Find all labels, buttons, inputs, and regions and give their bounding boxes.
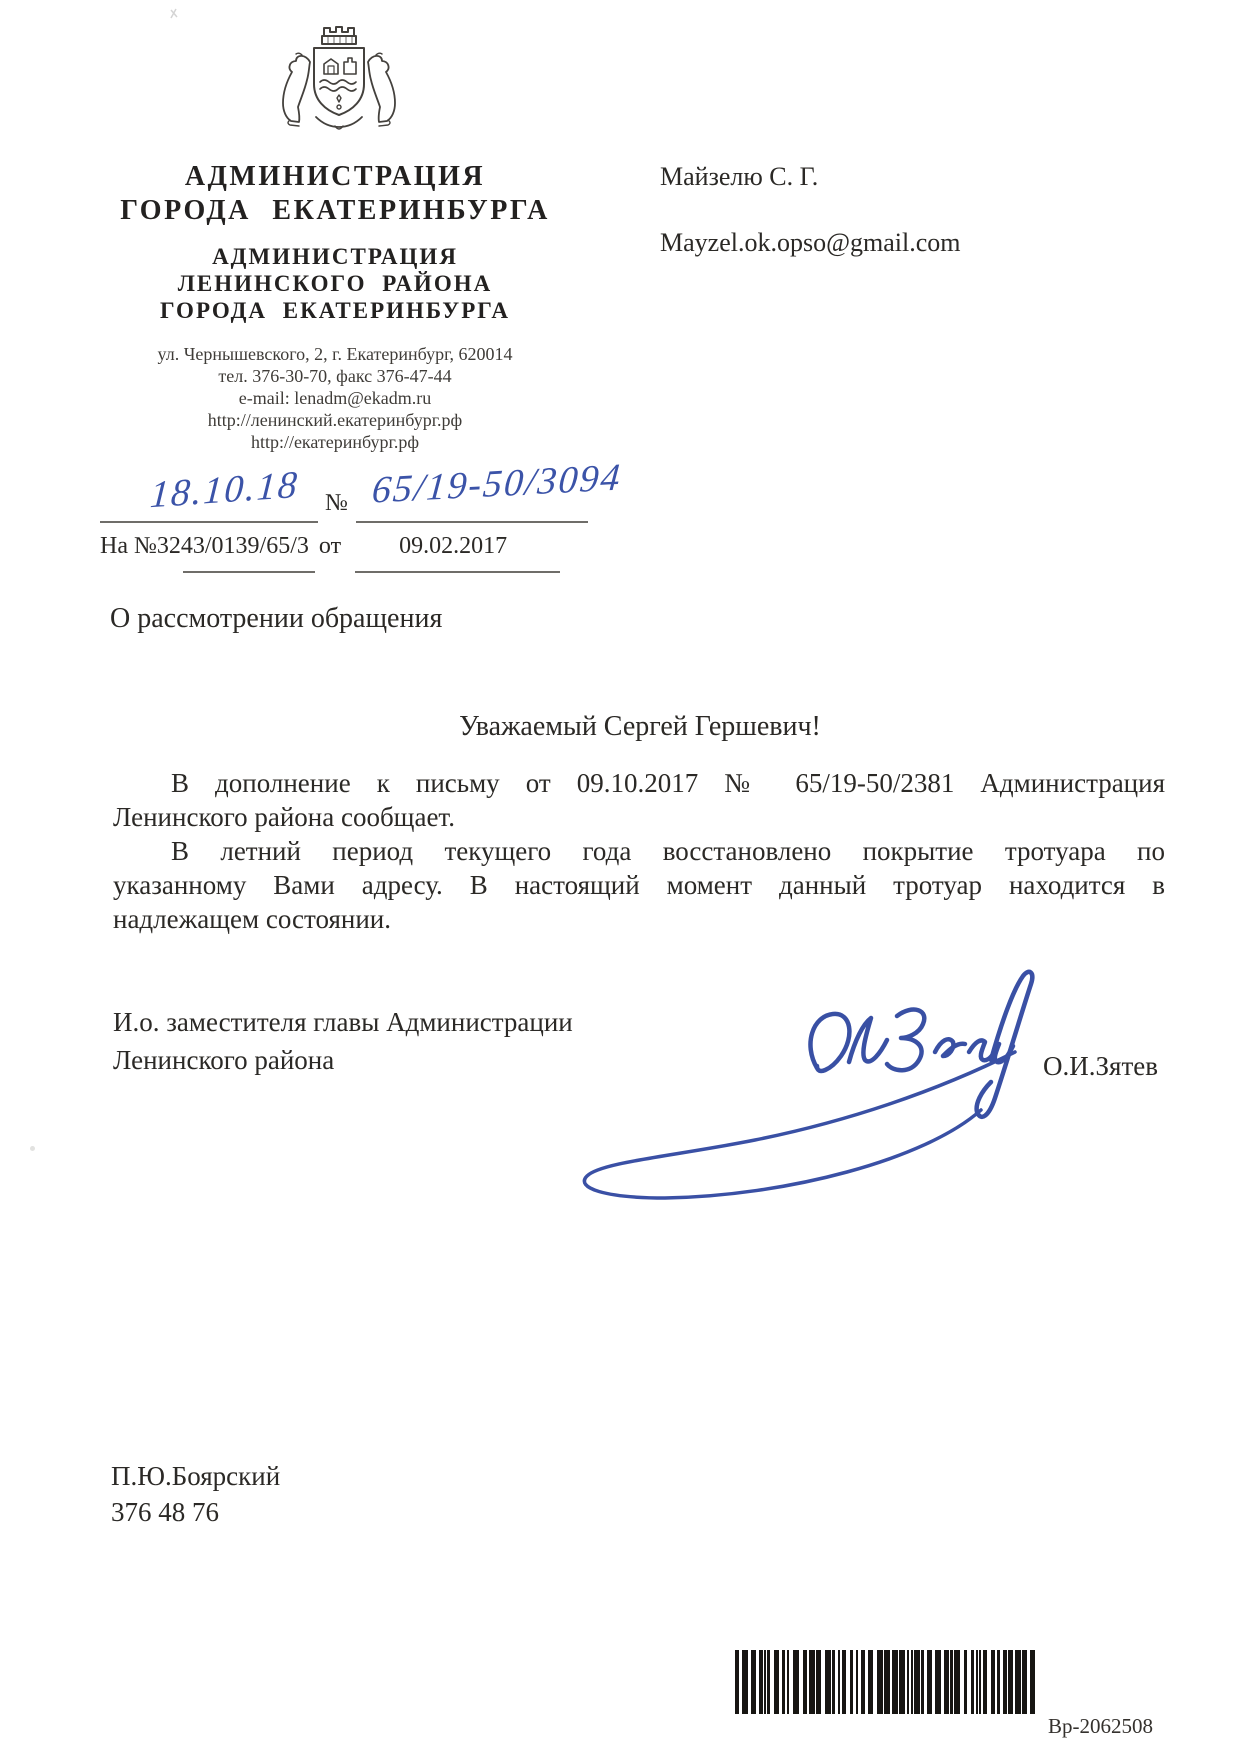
barcode-bar (983, 1650, 987, 1714)
subject-line: О рассмотрении обращения (110, 603, 443, 634)
incoming-date: 09.02.2017 (399, 533, 508, 559)
barcode-bar (991, 1650, 995, 1714)
outgoing-number-handwritten: 65/19-50/3094 (370, 456, 624, 512)
barcode-bar (832, 1650, 835, 1714)
barcode-bar (735, 1650, 739, 1714)
letterhead-address: ул. Чернышевского, 2, г. Екатеринбург, 620014 (157, 344, 513, 364)
executor-phone: 376 48 76 (111, 1497, 219, 1527)
letterhead-org-block (85, 160, 585, 324)
barcode-bar (787, 1650, 789, 1714)
barcode-bar (892, 1650, 898, 1714)
barcode-bar (950, 1650, 953, 1714)
barcode-bar (803, 1650, 807, 1714)
barcode-bar (964, 1650, 967, 1714)
scan-artifact (30, 1146, 35, 1151)
letterhead-phone-fax: тел. 376-30-70, факс 376-47-44 (218, 366, 452, 386)
city-coat-of-arms-icon (280, 24, 398, 148)
body-paragraphs (113, 766, 1165, 936)
barcode-bar (774, 1650, 779, 1714)
barcode-bar (884, 1650, 890, 1714)
barcode-bar (907, 1650, 909, 1714)
signer-title-line2: Ленинского района (113, 1045, 335, 1075)
barcode-bar (1022, 1650, 1027, 1714)
barcode-bar (856, 1650, 858, 1714)
date-underline (100, 521, 318, 523)
barcode-bar (979, 1650, 981, 1714)
org-district-line3: ГОРОДА ЕКАТЕРИНБУРГА (160, 298, 510, 323)
incoming-date-underline (355, 571, 560, 573)
org-city-line1: АДМИНИСТРАЦИЯ (184, 161, 486, 192)
barcode-bar (838, 1650, 840, 1714)
body-line: Ленинского района сообщает. (113, 802, 455, 832)
letterhead-contacts (85, 343, 585, 453)
signer-name: О.И.Зятев (1043, 1051, 1158, 1081)
barcode-bar (911, 1650, 913, 1714)
org-district-line1: АДМИНИСТРАЦИЯ (212, 244, 458, 269)
incoming-number-underline (183, 571, 315, 573)
letterhead-website-city: http://екатеринбург.рф (250, 432, 420, 452)
barcode-label: Вр-2062508 (1048, 1714, 1153, 1738)
recipient-email: Mayzel.ok.opso@gmail.com (660, 228, 961, 257)
barcode-bar (861, 1650, 865, 1714)
barcode-bar (742, 1650, 748, 1714)
barcode-bar (759, 1650, 763, 1714)
number-underline (356, 521, 588, 523)
org-district-line2: ЛЕНИНСКОГО РАЙОНА (177, 271, 493, 296)
number-sign: № (325, 490, 348, 516)
executor-name: П.Ю.Боярский (111, 1461, 281, 1491)
barcode-bar (868, 1650, 873, 1714)
barcode-bar (997, 1650, 1000, 1714)
barcode-bar (971, 1650, 974, 1714)
letterhead-website-district: http://ленинский.екатеринбург.рф (207, 410, 463, 430)
signer-title-line1: И.о. заместителя главы Администрации (113, 1007, 573, 1037)
incoming-reference-line (100, 533, 507, 560)
incoming-from-word: от (318, 533, 342, 559)
org-city-line2: ГОРОДА ЕКАТЕРИНБУРГА (120, 195, 550, 226)
scan-artifact (168, 6, 180, 20)
barcode-bar (850, 1650, 853, 1714)
barcode-bar (782, 1650, 785, 1714)
signature-autograph-icon (545, 960, 1045, 1220)
letterhead-email: e-mail: lenadm@ekadm.ru (238, 388, 432, 408)
barcode-bar (825, 1650, 831, 1714)
signer-title (113, 1003, 573, 1079)
incoming-number: 3243/0139/65/3 (156, 533, 309, 559)
barcode-bar (927, 1650, 932, 1714)
outgoing-date-handwritten: 18.10.18 (148, 463, 301, 517)
barcode-bar (914, 1650, 920, 1714)
barcode-bar (1030, 1650, 1035, 1714)
barcode-bar (935, 1650, 941, 1714)
barcode-bar (793, 1650, 799, 1714)
barcode-bar (877, 1650, 883, 1714)
executor-block (111, 1458, 280, 1530)
barcode-bar (751, 1650, 756, 1714)
barcode-bar (767, 1650, 770, 1714)
barcode-bar (1003, 1650, 1007, 1714)
barcode-bar (899, 1650, 905, 1714)
barcode-bar (809, 1650, 815, 1714)
barcode-bar (816, 1650, 821, 1714)
body-line: В дополнение к письму от 09.10.2017 № 65/19-50/2381 Администрация (171, 768, 1165, 798)
barcode-bar (954, 1650, 960, 1714)
recipient-name: Майзелю С. Г. (660, 162, 819, 191)
barcode-bar (764, 1650, 766, 1714)
barcode-bar (842, 1650, 846, 1714)
body-line: указанному Вами адресу. В настоящий момент данный тротуар находится в (113, 870, 1165, 900)
body-line: надлежащем состоянии. (113, 904, 391, 934)
incoming-prefix: На № (100, 533, 157, 559)
barcode-bar (944, 1650, 949, 1714)
salutation: Уважаемый Сергей Гершевич! (459, 711, 821, 742)
barcode-bar (1008, 1650, 1013, 1714)
barcode-bar (1015, 1650, 1021, 1714)
body-line: В летний период текущего года восстановлено покрытие тротуара по (171, 836, 1165, 866)
barcode-bar (976, 1650, 978, 1714)
barcode (735, 1650, 1041, 1714)
barcode-bar (921, 1650, 924, 1714)
